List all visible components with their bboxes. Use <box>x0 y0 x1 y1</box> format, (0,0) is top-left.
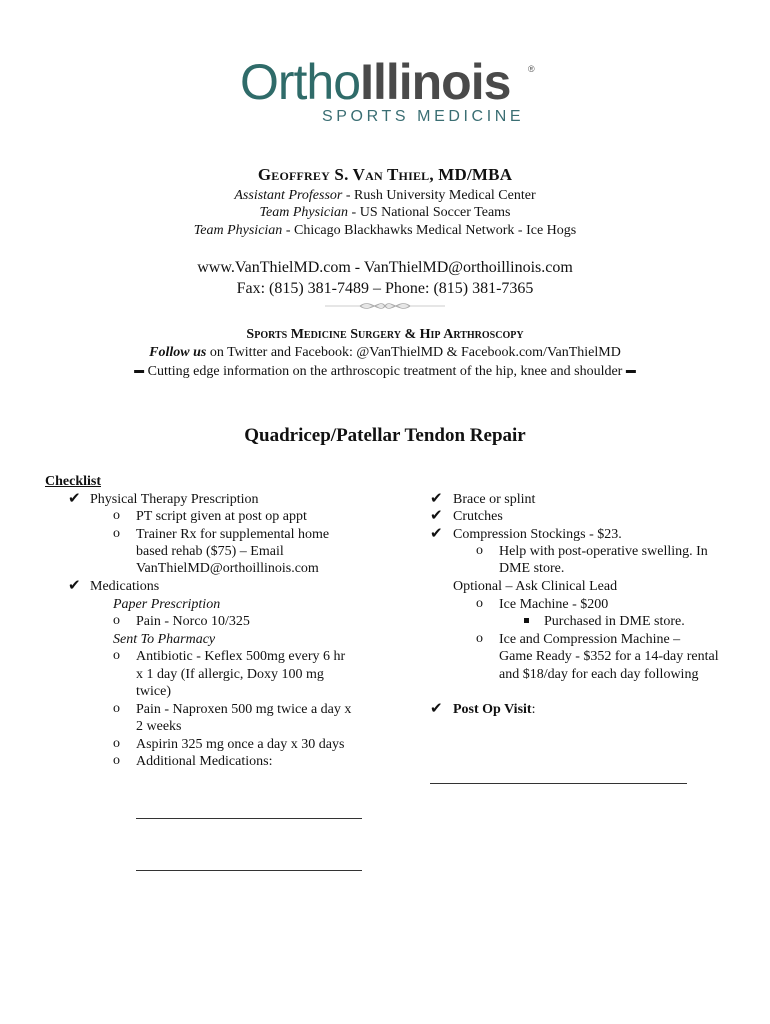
physical-therapy-label: Physical Therapy Prescription <box>90 492 259 507</box>
checkmark-icon: ✔ <box>430 701 443 717</box>
bullet-icon: o <box>113 526 120 541</box>
antibiotic-item-cont: x 1 day (If allergic, Doxy 100 mg <box>136 667 324 682</box>
pain-naproxen-item: Pain - Naproxen 500 mg twice a day x <box>136 702 352 717</box>
follow-us-line: Follow us on Twitter and Facebook: @VanThielMD & Facebook.com/VanThielMD <box>149 345 621 360</box>
contact-fax-phone: Fax: (815) 381-7489 – Phone: (815) 381-7365 <box>236 280 534 297</box>
brace-item: Brace or splint <box>453 492 536 507</box>
trainer-rx-item: Trainer Rx for supplemental home <box>136 527 330 542</box>
bullet-icon: o <box>113 648 120 663</box>
pt-script-item: PT script given at post op appt <box>136 509 307 524</box>
tagline-dash-left: ▬ <box>134 365 145 376</box>
optional-label: Optional – Ask Clinical Lead <box>453 579 618 594</box>
bullet-icon: o <box>113 613 120 628</box>
antibiotic-item: Antibiotic - Keflex 500mg every 6 hr <box>136 649 346 664</box>
pain-naproxen-item-cont: 2 weeks <box>136 719 182 734</box>
stockings-note-cont: DME store. <box>499 561 565 576</box>
bullet-icon: o <box>476 631 483 646</box>
trainer-rx-item-cont: based rehab ($75) – Email <box>136 544 284 559</box>
checkmark-icon: ✔ <box>430 491 443 507</box>
aspirin-item: Aspirin 325 mg once a day x 30 days <box>136 737 345 752</box>
ice-machine-item: Ice Machine - $200 <box>499 597 609 612</box>
bullet-icon: o <box>476 543 483 558</box>
trainer-rx-email: VanThielMD@orthoillinois.com <box>136 561 319 576</box>
bullet-icon: o <box>113 701 120 716</box>
medication-write-in-line-2 <box>136 870 362 871</box>
ice-compression-item-cont2: and $18/day for each day following <box>499 667 699 682</box>
crutches-item: Crutches <box>453 509 503 524</box>
antibiotic-item-cont2: twice) <box>136 684 171 699</box>
pain-norco-item: Pain - Norco 10/325 <box>136 614 250 629</box>
bullet-icon: o <box>113 753 120 768</box>
medications-label: Medications <box>90 579 160 594</box>
medication-write-in-line-1 <box>136 818 362 819</box>
tagline-dash-right: ▬ <box>625 365 636 376</box>
compression-stockings-item: Compression Stockings - $23. <box>453 527 622 542</box>
document-title: Quadricep/Patellar Tendon Repair <box>244 425 526 446</box>
specialty-heading: Sports Medicine Surgery & Hip Arthroscopy <box>246 327 524 342</box>
paper-prescription-label: Paper Prescription <box>113 597 221 612</box>
ice-compression-item: Ice and Compression Machine – <box>499 632 681 647</box>
logo-subtitle: SPORTS MEDICINE <box>322 108 525 125</box>
role-line-3: Team Physician - Chicago Blackhawks Medical Network - Ice Hogs <box>193 223 577 238</box>
decorative-flourish <box>325 298 445 314</box>
sent-to-pharmacy-label: Sent To Pharmacy <box>113 632 216 647</box>
checklist-heading: Checklist <box>45 474 101 489</box>
ice-compression-item-cont: Game Ready - $352 for a 14-day rental <box>499 649 719 664</box>
physician-name: Geoffrey S. Van Thiel, MD/MBA <box>257 165 513 184</box>
tagline: ▬ Cutting edge information on the arthroscopic treatment of the hip, knee and shoulder ▬ <box>134 364 636 379</box>
checkmark-icon: ✔ <box>430 526 443 542</box>
post-op-visit-label: Post Op Visit: <box>453 702 536 717</box>
role-line-2: Team Physician - US National Soccer Teams <box>259 205 511 220</box>
checkmark-icon: ✔ <box>430 508 443 524</box>
stockings-note: Help with post-operative swelling. In <box>499 544 708 559</box>
orthoillinois-logo <box>230 50 540 136</box>
bullet-icon: o <box>113 508 120 523</box>
additional-medications-label: Additional Medications: <box>136 754 273 769</box>
logo-registered-mark: ® <box>528 64 535 74</box>
bullet-icon: o <box>476 596 483 611</box>
post-op-write-in-line <box>430 783 687 784</box>
checkmark-icon: ✔ <box>68 491 81 507</box>
ice-machine-note: Purchased in DME store. <box>544 614 685 629</box>
checkmark-icon: ✔ <box>68 578 81 594</box>
bullet-icon: o <box>113 736 120 751</box>
contact-web-email: www.VanThielMD.com - VanThielMD@orthoillinois.com <box>197 259 573 276</box>
square-bullet-icon <box>524 618 529 623</box>
role-line-1: Assistant Professor - Rush University Medical Center <box>234 188 536 203</box>
logo-wordmark: OrthoIllinois <box>240 54 511 110</box>
